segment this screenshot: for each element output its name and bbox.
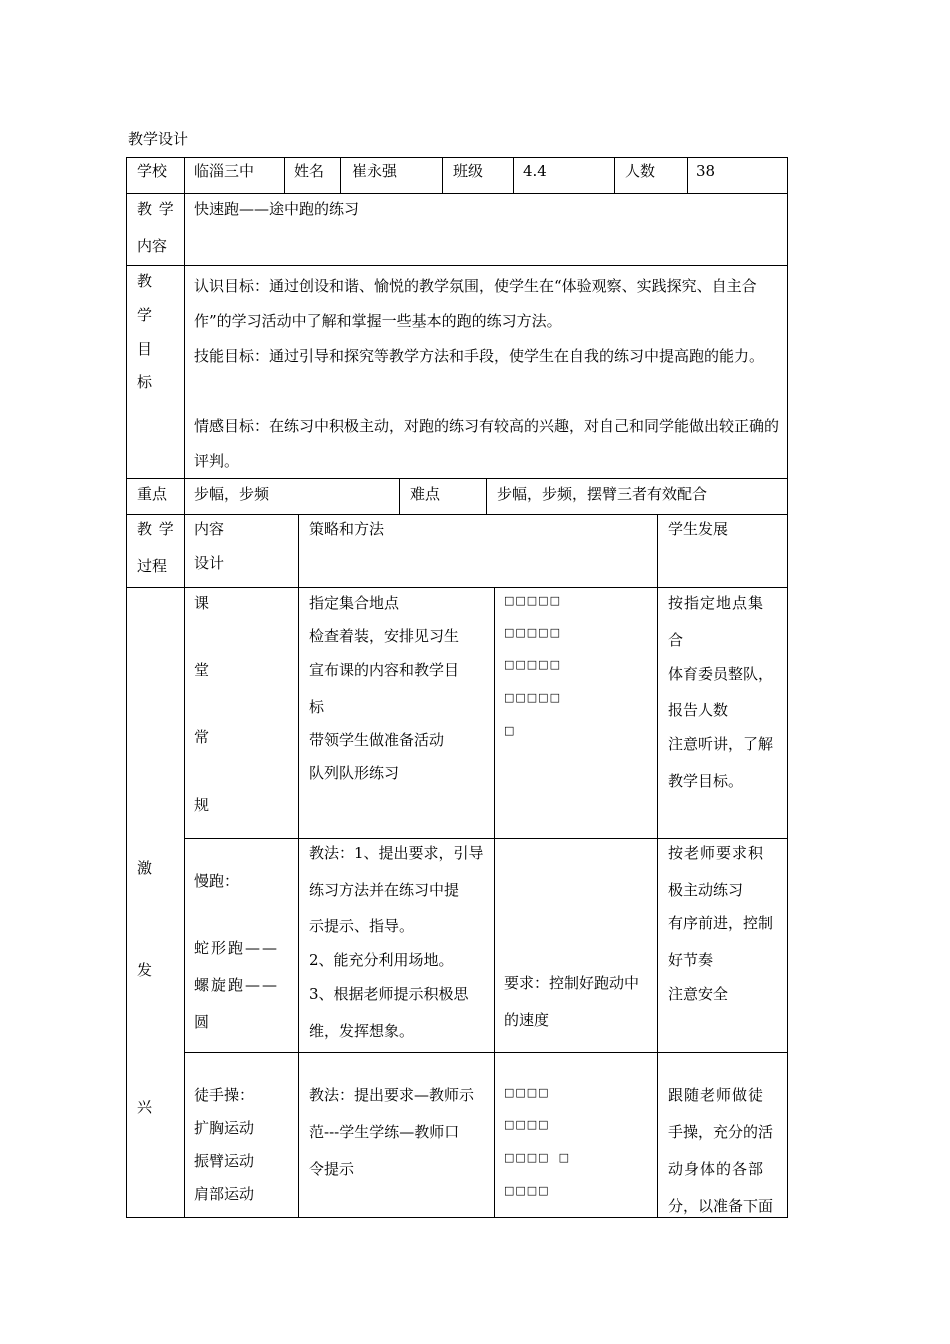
- goals-label-char: 标: [137, 373, 153, 391]
- exercise-content-line: 扩胸运动: [194, 1119, 255, 1137]
- routine-content-char: 常: [194, 728, 210, 746]
- affective-goal: 情感目标：在练习中积极主动，对跑的练习有较高的兴趣，对自己和同学能做出较正确的评判。: [194, 417, 780, 470]
- stage-label-char: 兴: [137, 1098, 153, 1116]
- strategy-header: 策略和方法: [309, 520, 385, 538]
- jog-content-line: 螺旋跑——: [194, 976, 280, 994]
- routine-student-line: 注意听讲，了解: [668, 735, 774, 753]
- key-point-label: 重点: [137, 485, 168, 503]
- student-development-header: 学生发展: [668, 520, 729, 538]
- count-label: 人数: [625, 162, 656, 180]
- content-design-header-line1: 内容: [194, 520, 225, 538]
- document-title: 教学设计: [128, 130, 189, 148]
- exercise-student-line: 手操，充分的活: [668, 1123, 774, 1141]
- jog-student-line: 好节奏: [668, 951, 714, 969]
- jog-requirement-line: 要求：控制好跑动中: [504, 974, 640, 992]
- content-label-line2: 内容: [137, 237, 168, 255]
- goals-label-char: 学: [137, 306, 153, 324]
- routine-content-char: 课: [194, 594, 210, 612]
- exercise-content-line: 徒手操：: [194, 1086, 255, 1104]
- class-value: 4.4: [523, 162, 547, 180]
- difficulty-label: 难点: [410, 485, 441, 503]
- placeholder-glyphs: □□□□□: [504, 626, 561, 639]
- placeholder-glyphs: □□□□□: [504, 658, 561, 671]
- cognitive-goal: 认识目标：通过创设和谐、愉悦的教学氛围，使学生在“体验观察、实践探究、自主合作”的学习活动中了解和掌握一些基本的跑的练习方法。: [194, 277, 757, 330]
- process-label-line2: 过程: [137, 557, 168, 575]
- key-point-value: 步幅，步频: [194, 485, 270, 503]
- placeholder-glyphs: □□□□□: [504, 691, 561, 704]
- skill-goal: 技能目标：通过引导和探究等教学方法和手段，使学生在自我的练习中提高跑的能力。: [194, 347, 765, 365]
- exercise-student-line: 跟随老师做徒: [668, 1086, 765, 1104]
- routine-strategy-line: 检查着装，安排见习生: [309, 627, 460, 645]
- routine-student-line: 报告人数: [668, 701, 729, 719]
- process-label-line1: 教 学: [137, 520, 175, 538]
- exercise-strategy-line: 令提示: [309, 1160, 355, 1178]
- stage-label-char: 激: [137, 859, 153, 877]
- jog-content-line: 圆: [194, 1013, 210, 1031]
- exercise-content-line: 肩部运动: [194, 1185, 255, 1203]
- content-label-line1: 教 学: [137, 200, 175, 218]
- routine-content-char: 规: [194, 796, 210, 814]
- content-design-header-line2: 设计: [194, 554, 225, 572]
- goals-label-char: 教: [137, 272, 153, 290]
- jog-strategy-line: 3、根据老师提示积极思: [309, 985, 469, 1003]
- class-label: 班级: [453, 162, 484, 180]
- exercise-strategy-line: 范---学生学练—教师口: [309, 1123, 460, 1141]
- routine-content-char: 堂: [194, 661, 210, 679]
- routine-strategy-line: 带领学生做准备活动: [309, 731, 445, 749]
- exercise-strategy-line: 教法：提出要求—教师示: [309, 1086, 475, 1104]
- jog-strategy-line: 练习方法并在练习中提: [309, 881, 460, 899]
- jog-strategy-line: 维，发挥想象。: [309, 1022, 415, 1040]
- placeholder-glyphs: □□□□: [504, 1086, 550, 1099]
- placeholder-glyphs: □□□□: [504, 1118, 550, 1131]
- routine-student-line: 按指定地点集: [668, 594, 765, 612]
- routine-student-line: 体育委员整队，: [668, 665, 774, 683]
- routine-student-line: 教学目标。: [668, 772, 744, 790]
- goals-label-char: 目: [137, 340, 153, 358]
- jog-strategy-line: 示提示、指导。: [309, 917, 415, 935]
- teacher-name: 崔永强: [352, 162, 398, 180]
- school-label: 学校: [137, 162, 168, 180]
- jog-requirement-line: 的速度: [504, 1011, 550, 1029]
- jog-student-line: 按老师要求积: [668, 844, 765, 862]
- jog-student-line: 有序前进，控制: [668, 914, 774, 932]
- difficulty-value: 步幅，步频，摆臂三者有效配合: [497, 485, 708, 503]
- exercise-content-line: 振臂运动: [194, 1152, 255, 1170]
- jog-content-line: 蛇形跑——: [194, 939, 280, 957]
- jog-student-line: 注意安全: [668, 985, 729, 1003]
- jog-student-line: 极主动练习: [668, 881, 744, 899]
- jog-strategy-line: 教法：1、提出要求，引导: [309, 844, 484, 862]
- placeholder-glyphs: □□□□: [504, 1184, 550, 1197]
- stage-label-char: 发: [137, 961, 153, 979]
- name-label: 姓名: [294, 162, 325, 180]
- routine-strategy-line: 指定集合地点: [309, 594, 400, 612]
- school-value: 临淄三中: [194, 162, 255, 180]
- jog-content-line: 慢跑：: [194, 872, 240, 890]
- routine-student-line: 合: [668, 631, 684, 649]
- count-value: 38: [696, 162, 716, 180]
- routine-strategy-line: 队列队形练习: [309, 764, 400, 782]
- jog-strategy-line: 2、能充分利用场地。: [309, 951, 454, 969]
- placeholder-glyphs: □: [504, 724, 516, 737]
- placeholder-glyphs: □□□□□: [504, 594, 561, 607]
- routine-strategy-line: 宣布课的内容和教学目: [309, 661, 460, 679]
- routine-strategy-line: 标: [309, 698, 325, 716]
- exercise-student-line: 分，以准备下面: [668, 1197, 774, 1215]
- lesson-content: 快速跑——途中跑的练习: [194, 200, 360, 218]
- placeholder-glyphs: □□□□ □: [504, 1151, 570, 1164]
- exercise-student-line: 动身体的各部: [668, 1160, 765, 1178]
